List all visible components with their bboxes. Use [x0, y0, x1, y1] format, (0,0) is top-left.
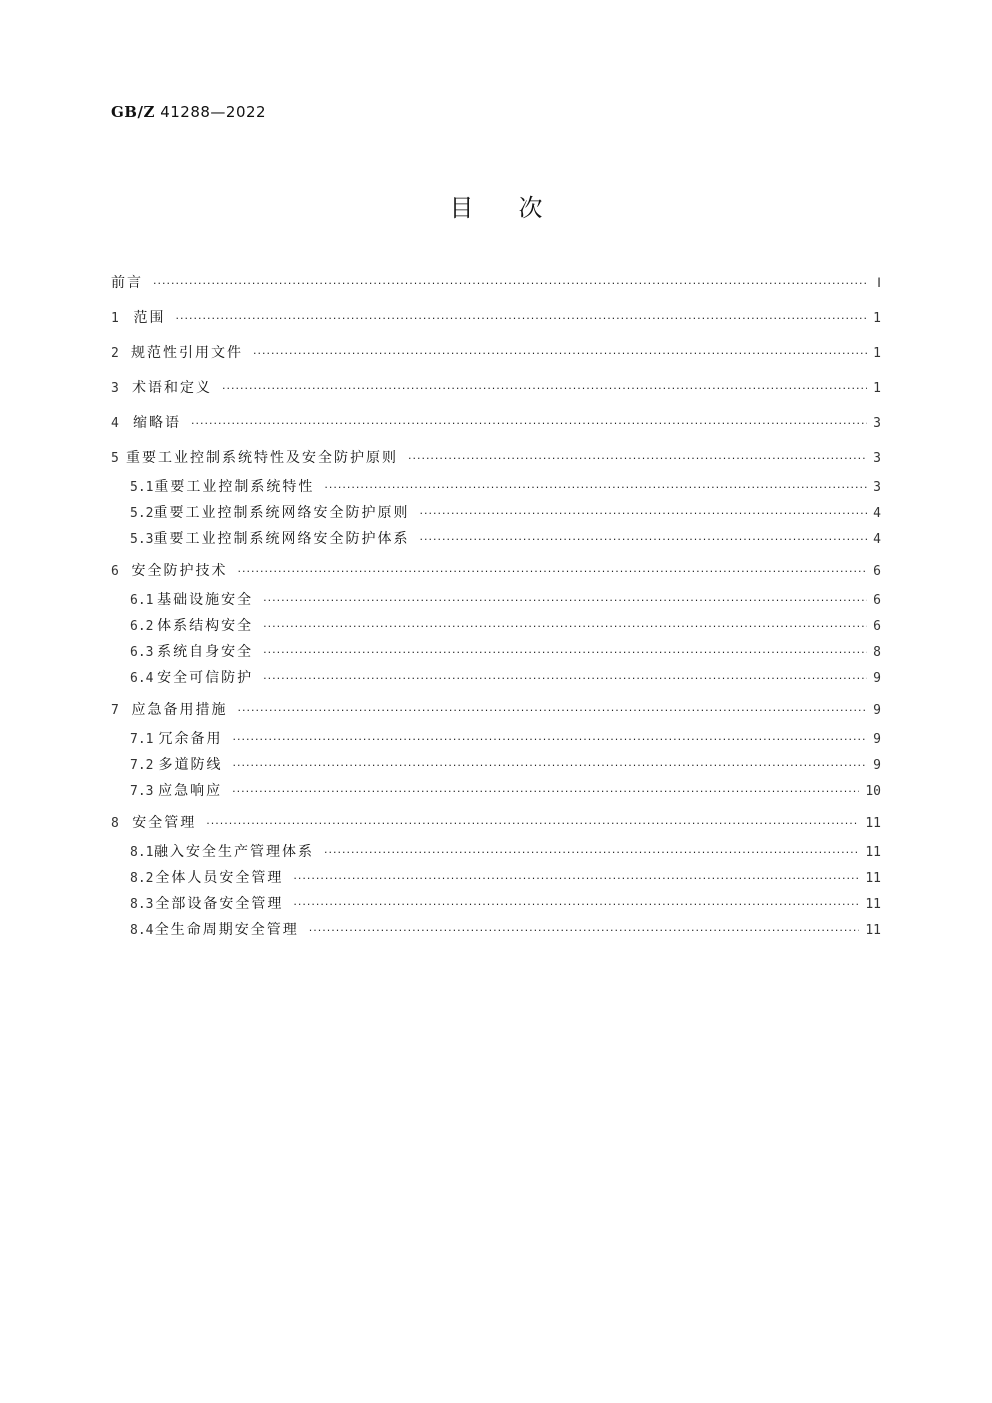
toc-entry-label: 多道防线	[158, 757, 223, 773]
toc-dot-leader	[419, 501, 867, 527]
table-of-contents	[111, 268, 881, 943]
toc-entry-page: 3	[873, 480, 881, 495]
toc-entry[interactable]	[111, 865, 881, 891]
toc-entry-number: 6.2	[130, 619, 154, 634]
toc-entry-label: 范围	[133, 310, 166, 326]
toc-entry[interactable]	[111, 613, 881, 639]
toc-entry-page: 9	[873, 703, 881, 718]
toc-entry-page: 4	[873, 506, 881, 521]
toc-entry-page: 11	[865, 923, 881, 938]
toc-entry[interactable]	[111, 839, 881, 865]
toc-entry-number: 2	[111, 346, 119, 361]
toc-entry-page: 9	[873, 671, 881, 686]
toc-entry-number: 6.3	[130, 645, 154, 660]
toc-entry[interactable]	[111, 303, 881, 334]
toc-entry[interactable]	[111, 526, 881, 552]
toc-entry-page: 11	[865, 816, 881, 831]
toc-dot-leader	[324, 475, 867, 501]
toc-entry[interactable]	[111, 500, 881, 526]
toc-entry-label: 重要工业控制系统网络安全防护原则	[153, 505, 410, 521]
toc-entry-label: 体系结构安全	[157, 618, 254, 634]
toc-entry-label: 缩略语	[133, 415, 182, 431]
toc-dot-leader	[408, 443, 867, 474]
toc-entry[interactable]	[111, 726, 881, 752]
toc-entry-page: 6	[873, 564, 881, 579]
toc-dot-leader	[309, 918, 860, 944]
toc-entry[interactable]	[111, 808, 881, 839]
document-code-number: 41288—2022	[160, 103, 267, 121]
toc-entry-number: 7.1	[130, 732, 154, 747]
toc-entry[interactable]	[111, 556, 881, 587]
toc-entry-label: 全部设备安全管理	[155, 896, 284, 912]
toc-entry-page: 8	[873, 645, 881, 660]
toc-entry[interactable]	[111, 778, 881, 804]
toc-entry-label: 应急响应	[158, 783, 223, 799]
toc-dot-leader	[419, 527, 867, 553]
toc-entry[interactable]	[111, 408, 881, 439]
toc-entry-number: 5.3	[130, 532, 154, 547]
toc-entry-number: 5.2	[130, 506, 154, 521]
toc-entry-number: 5.1	[130, 480, 154, 495]
toc-entry-label: 融入安全生产管理体系	[154, 844, 315, 860]
toc-dot-leader	[232, 779, 859, 805]
toc-entry-number: 8.4	[130, 923, 154, 938]
document-code-prefix: GB/Z	[111, 103, 155, 121]
toc-dot-leader	[238, 556, 868, 587]
toc-entry-number: 8.3	[130, 897, 154, 912]
toc-dot-leader	[293, 892, 859, 918]
toc-entry-label: 安全防护技术	[131, 563, 228, 579]
toc-entry-number: 5	[111, 451, 119, 466]
toc-entry-page: 11	[865, 845, 881, 860]
toc-entry-page: 10	[865, 784, 881, 799]
toc-entry[interactable]	[111, 443, 881, 474]
toc-entry-page: 9	[873, 732, 881, 747]
toc-entry-page: Ⅰ	[877, 276, 881, 291]
toc-dot-leader	[263, 666, 867, 692]
toc-dot-leader	[324, 840, 859, 866]
toc-entry-number: 6.4	[130, 671, 154, 686]
toc-entry-number: 6.1	[130, 593, 154, 608]
toc-entry-page: 4	[873, 532, 881, 547]
toc-entry-page: 6	[873, 619, 881, 634]
toc-entry[interactable]	[111, 917, 881, 943]
toc-entry-label: 应急备用措施	[131, 702, 228, 718]
toc-entry-label: 冗余备用	[158, 731, 223, 747]
toc-entry-label: 安全可信防护	[157, 670, 254, 686]
toc-entry-number: 8.2	[130, 871, 154, 886]
toc-entry[interactable]	[111, 639, 881, 665]
toc-entry-page: 3	[873, 451, 881, 466]
toc-entry-label: 规范性引用文件	[131, 345, 243, 361]
toc-entry-number: 8	[111, 816, 119, 831]
toc-entry-page: 11	[865, 871, 881, 886]
toc-entry[interactable]	[111, 587, 881, 613]
toc-entry-label: 重要工业控制系统网络安全防护体系	[153, 531, 410, 547]
toc-dot-leader	[238, 695, 868, 726]
toc-entry-label: 基础设施安全	[157, 592, 254, 608]
toc-entry[interactable]	[111, 752, 881, 778]
toc-entry[interactable]	[111, 474, 881, 500]
toc-entry[interactable]	[111, 268, 881, 299]
toc-entry-label: 全体人员安全管理	[155, 870, 284, 886]
toc-dot-leader	[176, 303, 867, 334]
toc-dot-leader	[263, 614, 867, 640]
toc-entry-page: 1	[873, 381, 881, 396]
toc-entry-label: 安全管理	[132, 815, 197, 831]
toc-entry-number: 1	[111, 311, 119, 326]
toc-entry-label: 重要工业控制系统特性	[154, 479, 315, 495]
toc-entry-number: 4	[111, 416, 119, 431]
toc-dot-leader	[263, 640, 867, 666]
toc-entry-page: 9	[873, 758, 881, 773]
toc-entry-number: 7.3	[130, 784, 154, 799]
toc-entry[interactable]	[111, 891, 881, 917]
toc-entry-number: 7	[111, 703, 119, 718]
toc-entry[interactable]	[111, 665, 881, 691]
toc-dot-leader	[153, 268, 867, 299]
toc-entry-label: 前言	[111, 275, 143, 291]
toc-dot-leader	[233, 753, 868, 779]
toc-entry[interactable]	[111, 695, 881, 726]
toc-entry-page: 1	[873, 346, 881, 361]
toc-entry-page: 1	[873, 311, 881, 326]
toc-entry-label: 重要工业控制系统特性及安全防护原则	[125, 450, 398, 466]
toc-title: 目次	[449, 194, 588, 222]
toc-entry[interactable]	[111, 338, 881, 369]
toc-entry-page: 6	[873, 593, 881, 608]
toc-entry-number: 8.1	[130, 845, 154, 860]
toc-entry[interactable]	[111, 373, 881, 404]
toc-dot-leader	[233, 727, 868, 753]
toc-entry-page: 3	[873, 416, 881, 431]
toc-dot-leader	[293, 866, 859, 892]
toc-dot-leader	[253, 338, 867, 369]
toc-entry-label: 术语和定义	[132, 380, 213, 396]
toc-dot-leader	[222, 373, 867, 404]
toc-dot-leader	[206, 808, 859, 839]
document-code	[111, 103, 266, 121]
toc-entry-page: 11	[865, 897, 881, 912]
toc-entry-number: 7.2	[130, 758, 154, 773]
toc-entry-label: 系统自身安全	[157, 644, 254, 660]
toc-dot-leader	[191, 408, 867, 439]
toc-entry-number: 3	[111, 381, 119, 396]
toc-entry-label: 全生命周期安全管理	[154, 922, 299, 938]
toc-dot-leader	[263, 588, 867, 614]
toc-entry-number: 6	[111, 564, 119, 579]
